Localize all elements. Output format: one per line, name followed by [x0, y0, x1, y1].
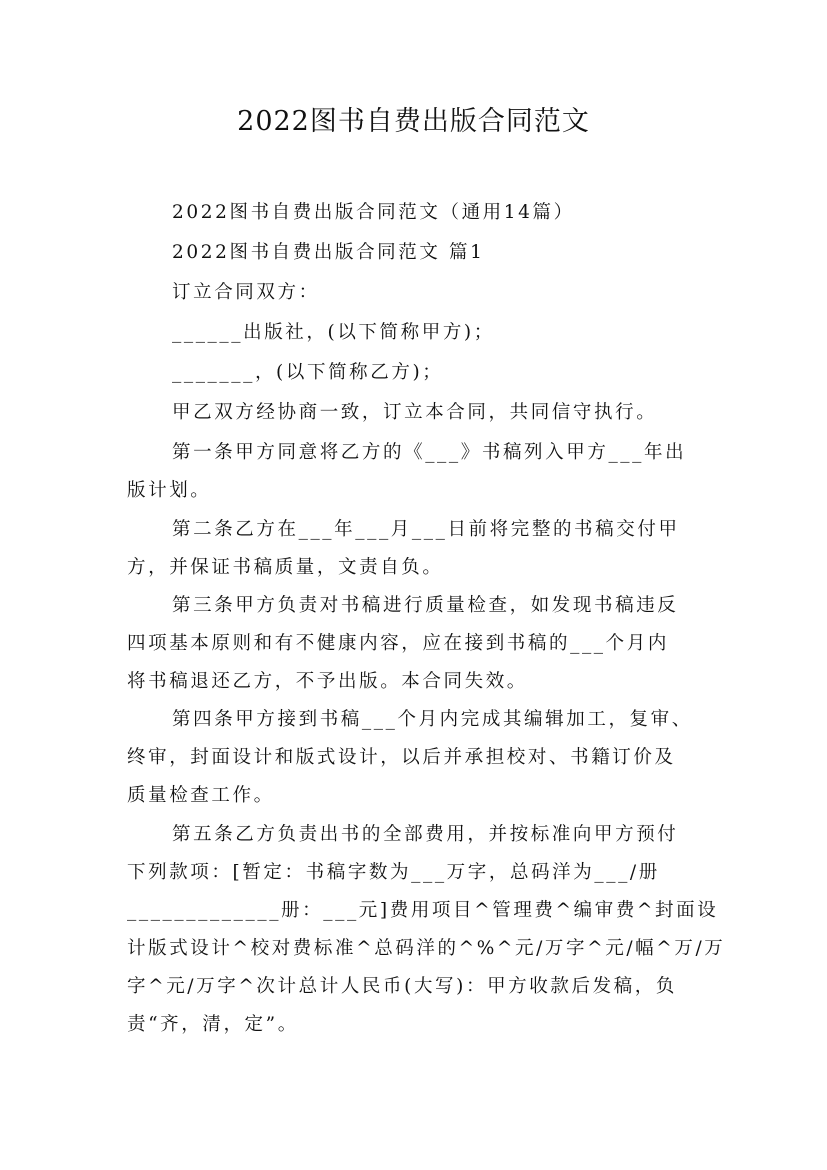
clause-5-line: 字^元/万字^次计总计人民币(大写)：甲方收款后发稿，负 [127, 976, 677, 997]
paragraph-line: _______，(以下简称乙方)； [172, 362, 444, 383]
clause-5-line: 下列款项：[暂定：书稿字数为___万字，总码洋为___/册 [127, 862, 660, 883]
clause-5-line: _____________册：___元]费用项目^管理费^编审费^封面设 [127, 900, 719, 921]
document-title: 2022图书自费出版合同范文 [237, 106, 590, 137]
paragraph-line: 订立合同双方： [172, 282, 320, 303]
paragraph-line: 甲乙双方经协商一致，订立本合同，共同信守执行。 [172, 402, 658, 423]
clause-2-line: 第二条乙方在___年___月___日前将完整的书稿交付甲 [172, 519, 680, 540]
clause-5-line: 计版式设计^校对费标准^总码洋的^%^元/万字^元/幅^万/万 [127, 938, 726, 959]
clause-5-line: 第五条乙方负责出书的全部费用，并按标准向甲方预付 [172, 824, 679, 845]
paragraph-line: ______出版社，(以下简称甲方)； [172, 322, 495, 343]
section-heading: 2022图书自费出版合同范文 篇1 [172, 242, 485, 263]
clause-1-line: 版计划。 [127, 480, 212, 501]
clause-3-line: 四项基本原则和有不健康内容，应在接到书稿的___个月内 [127, 633, 669, 654]
clause-1-line: 第一条甲方同意将乙方的《___》书稿列入甲方___年出 [172, 442, 687, 463]
clause-5-line: 责“齐，清，定”。 [127, 1014, 299, 1035]
clause-4-line: 质量检查工作。 [127, 785, 275, 806]
clause-2-line: 方，并保证书稿质量，文责自负。 [127, 557, 444, 578]
clause-4-line: 第四条甲方接到书稿___个月内完成其编辑加工，复审、 [172, 709, 693, 730]
clause-3-line: 将书稿退还乙方，不予出版。本合同失效。 [127, 671, 528, 692]
clause-3-line: 第三条甲方负责对书稿进行质量检查，如发现书稿违反 [172, 595, 679, 616]
subtitle-line: 2022图书自费出版合同范文（通用14篇） [172, 202, 575, 223]
clause-4-line: 终审，封面设计和版式设计，以后并承担校对、书籍订价及 [127, 747, 676, 768]
